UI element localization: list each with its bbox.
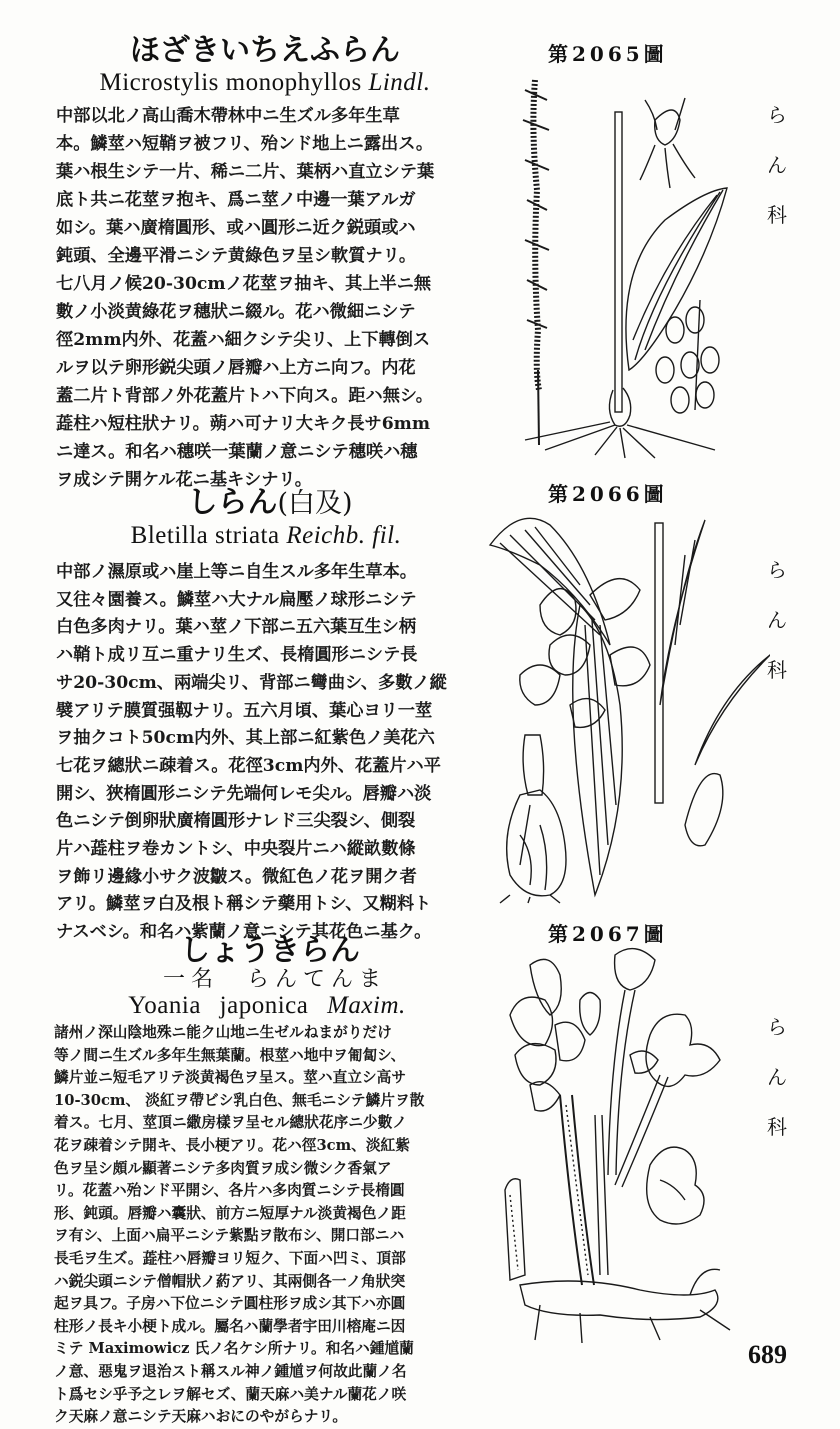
illustration-yoania — [500, 945, 750, 1345]
description-line: 底ト共ニ花莖ヲ抱キ、爲ニ莖ノ中邊一葉アルガ — [56, 190, 416, 210]
description-line: 七八月ノ候20-30cmノ花莖ヲ抽キ、其上半ニ無 — [56, 274, 432, 294]
description — [0, 559, 520, 947]
figure-label: 第2067圖 — [548, 922, 668, 946]
description-line: 又往々園養ス。鱗莖ハ大ナル扁壓ノ球形ニシテ — [56, 589, 417, 610]
description-line: 長毛ヲ生ズ。蕋柱ハ唇瓣ヨリ短ク、下面ハ凹ミ、頂部 — [54, 1249, 406, 1267]
figure-label: 第2065圖 — [548, 42, 668, 66]
description-line: サ20-30cm、兩端尖リ、背部ニ彎曲シ、多數ノ縱 — [56, 672, 447, 693]
page-number: 689 — [748, 1340, 787, 1369]
description-line: 七花ヲ總狀ニ疎着ス。花徑3cm内外、花蓋片ハ平 — [56, 755, 441, 776]
author: Maxim. — [327, 992, 406, 1019]
description-line: 鱗片並ニ短毛アリテ淡黄褐色ヲ呈ス。莖ハ直立シ高サ — [54, 1069, 407, 1087]
description-line: ナスベシ。和名ハ紫蘭ノ意ニシテ其花色ニ基ク。 — [56, 922, 432, 943]
scientific-name — [0, 992, 520, 1020]
description-line: 數ノ小淡黄綠花ヲ穗狀ニ綴ル。花ハ微細ニシテ — [56, 302, 416, 322]
description-line: 如シ。葉ハ廣楕圓形、或ハ圓形ニ近ク鋭頭或ハ — [56, 218, 416, 238]
japanese-name: ほざきいちえふらん — [130, 33, 400, 68]
alternative-name: 一名 らんてんま — [162, 967, 387, 992]
description-line: 白色多肉ナリ。葉ハ莖ノ下部ニ五六葉互生シ柄 — [56, 617, 417, 638]
description — [0, 102, 520, 494]
description-line: 襞アリテ膜質强靱ナリ。五六月頃、葉心ヨリ一莖 — [56, 700, 433, 721]
description-line: ヲ有シ、上面ハ扁平ニシテ紫點ヲ散布シ、開口部ニハ — [54, 1227, 405, 1245]
description-line: 色ヲ呈シ頗ル顯著ニシテ多肉質ヲ成シ微シク香氣ア — [54, 1159, 392, 1177]
description-line: 蓋二片ト背部ノ外花蓋片トハ下向ス。距ハ無シ。 — [56, 386, 433, 406]
description-line: ハ鞘ト成リ互ニ重ナリ生ズ、長楕圓形ニシテ長 — [56, 645, 418, 666]
description-line: 蕋柱ハ短柱狀ナリ。蒴ハ可ナリ大キク長サ6mm — [56, 414, 431, 434]
family-label: ら ん 科 — [767, 1015, 787, 1139]
family-label: ら ん 科 — [767, 558, 787, 682]
description-line: 開シ、狹楕圓形ニシテ先端何レモ尖ル。唇瓣ハ淡 — [56, 783, 432, 804]
description-line: 中部以北ノ高山喬木帶林中ニ生ズル多年生草 — [56, 106, 400, 126]
flower-spike-icon — [523, 80, 549, 445]
description-line: 片ハ蕋柱ヲ卷カントシ、中央裂片ニハ縱畝數條 — [56, 839, 416, 860]
entry-2067 — [0, 934, 520, 1429]
description-line: ク天麻ノ意ニシテ天麻ハおにのやがらナリ。 — [54, 1408, 348, 1426]
description-line: アリ。鱗莖ヲ白及根ト稱シテ藥用トシ、又糊料ト — [56, 894, 432, 915]
description-line: ルヲ以テ卵形鋭尖頭ノ唇瓣ハ上方ニ向フ。内花 — [56, 358, 416, 378]
description-line: ノ意、惡鬼ヲ退治スト稱スル神ノ鍾馗ヲ何故此蘭ノ名 — [54, 1362, 407, 1380]
illustration-microstylis — [505, 70, 755, 460]
description-line: ヲ飾リ邊緣小サク波皺ス。微紅色ノ花ヲ開ク者 — [56, 866, 417, 887]
description-line: 鈍頭、全邊平滑ニシテ黄綠色ヲ呈シ軟質ナリ。 — [56, 246, 417, 266]
description-line: 本。鱗莖ハ短鞘ヲ被フリ、殆ンド地上ニ露出ス。 — [56, 134, 434, 154]
description-line: 起ヲ具フ。子房ハ下位ニシテ圓柱形ヲ成シ其下ハ亦圓 — [54, 1295, 406, 1313]
description-line: 葉ハ根生シテ一片、稀ニ二片、葉柄ハ直立シテ葉 — [56, 162, 435, 182]
description-line: 柱形ノ長キ小梗ト成ル。屬名ハ蘭學者宇田川榕庵ニ因 — [54, 1317, 406, 1335]
author: Lindl. — [368, 69, 431, 96]
description-line: リ。花蓋ハ殆ンド平開シ、各片ハ多肉質ニシテ長楕圓 — [54, 1182, 405, 1200]
description-line: ヲ成シテ開ケル花ニ基キシナリ。 — [56, 470, 312, 490]
genus-species: Microstylis monophyllos — [99, 69, 362, 96]
kanji-name: (白及) — [277, 488, 353, 519]
entry-2066 — [0, 486, 520, 947]
author: Reichb. fil. — [286, 522, 402, 549]
description-line: 諸州ノ深山陰地殊ニ能ク山地ニ生ゼルねまがりだけ — [54, 1024, 392, 1041]
description-line: 中部ノ濕原或ハ崖上等ニ自生スル多年生草本。 — [56, 562, 417, 582]
description-line: ト爲セシ乎予之レヲ解セズ、蘭天麻ハ美ナル蘭花ノ咲 — [54, 1385, 407, 1403]
description — [0, 1022, 520, 1429]
japanese-name: しょうきらん — [180, 933, 360, 968]
japanese-name: しらん(白及) — [187, 485, 353, 520]
entry-2065 — [0, 34, 520, 494]
genus-species: Yoania japonica — [128, 992, 309, 1019]
description-line: ニ達ス。和名ハ穗咲一葉蘭ノ意ニシテ穗咲ハ穗 — [56, 442, 418, 462]
description-line: 形、鈍頭。唇瓣ハ囊狀、前方ニ短厚ナル淡黄褐色ノ距 — [54, 1204, 406, 1222]
figure-label: 第2066圖 — [548, 482, 668, 506]
description-line: 徑2mm内外、花蓋ハ細クシテ尖リ、上下轉倒ス — [56, 330, 431, 350]
description-line: 花ヲ疎着シテ開キ、長小梗アリ。花ハ徑3cm、淡紅紫 — [54, 1136, 410, 1154]
description-line: ヲ抽クコト50cm内外、其上部ニ紅紫色ノ美花六 — [56, 728, 435, 749]
description-line: 色ニシテ倒卵狀廣楕圓形ナレド三尖裂シ、側裂 — [56, 811, 416, 832]
scientific-name — [0, 521, 520, 551]
scientific-name — [0, 68, 520, 98]
description-line: 等ノ間ニ生ズル多年生無葉蘭。根莖ハ地中ヲ匍匐シ、 — [54, 1046, 406, 1064]
genus-species: Bletilla striata — [130, 522, 280, 549]
description-line: 着ス。七月、莖頂ニ繖房樣ヲ呈セル總狀花序ニ少數ノ — [54, 1114, 407, 1132]
description-line: ミテ Maximowicz 氏ノ名ケシ所ナリ。和名ハ鍾馗蘭 — [54, 1340, 414, 1358]
family-label: ら ん 科 — [767, 103, 787, 227]
illustration-bletilla — [480, 505, 770, 905]
description-line: 10-30cm、 淡紅ヲ帶ビシ乳白色、無毛ニシテ鱗片ヲ散 — [54, 1091, 425, 1109]
description-line: ハ鋭尖頭ニシテ僧帽狀ノ葯アリ、其兩側各一ノ角狀突 — [54, 1272, 406, 1290]
